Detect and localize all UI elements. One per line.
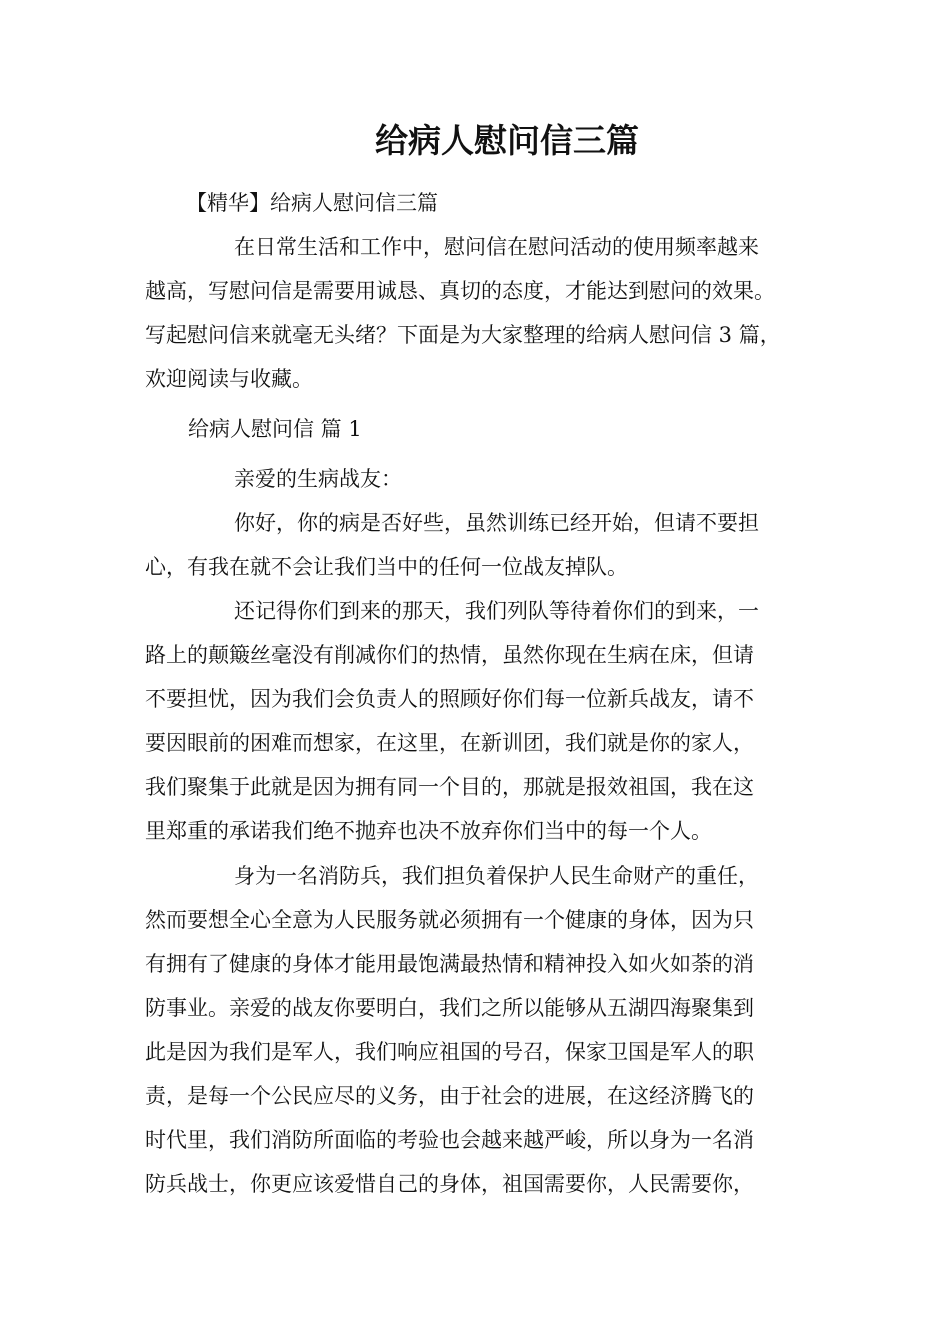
paragraph-line: 要因眼前的困难而想家，在这里，在新训团，我们就是你的家人， [145, 731, 754, 755]
section-heading: 给病人慰问信 篇 1 [188, 417, 362, 441]
paragraph-line: 路上的颠簸丝毫没有削减你们的热情，虽然你现在生病在床，但请 [145, 643, 754, 667]
paragraph-line: 防兵战士，你更应该爱惜自己的身体，祖国需要你，人民需要你， [145, 1172, 754, 1196]
paragraph-line: 时代里，我们消防所面临的考验也会越来越严峻，所以身为一名消 [145, 1128, 754, 1152]
paragraph-line: 越高，写慰问信是需要用诚恳、真切的态度，才能达到慰问的效果。 [145, 279, 775, 303]
paragraph-line: 心，有我在就不会让我们当中的任何一位战友掉队。 [145, 555, 628, 579]
paragraph-line: 里郑重的承诺我们绝不抛弃也决不放弃你们当中的每一个人。 [145, 819, 712, 843]
paragraph-line: 还记得你们到来的那天，我们列队等待着你们的到来，一 [234, 599, 759, 623]
paragraph-line: 此是因为我们是军人，我们响应祖国的号召，保家卫国是军人的职 [145, 1040, 754, 1064]
salutation: 亲爱的生病战友： [234, 467, 402, 491]
document-title: 给病人慰问信三篇 [375, 121, 639, 160]
paragraph-line: 写起慰问信来就毫无头绪？下面是为大家整理的给病人慰问信 3 篇， [145, 323, 781, 347]
paragraph-line: 你好，你的病是否好些，虽然训练已经开始，但请不要担 [234, 511, 759, 535]
paragraph-line: 责，是每一个公民应尽的义务，由于社会的进展，在这经济腾飞的 [145, 1084, 754, 1108]
document-subtitle: 【精华】给病人慰问信三篇 [186, 191, 438, 215]
paragraph-line: 有拥有了健康的身体才能用最饱满最热情和精神投入如火如荼的消 [145, 952, 754, 976]
paragraph-line: 欢迎阅读与收藏。 [145, 367, 313, 391]
paragraph-line: 我们聚集于此就是因为拥有同一个目的，那就是报效祖国，我在这 [145, 775, 754, 799]
paragraph-line: 然而要想全心全意为人民服务就必须拥有一个健康的身体，因为只 [145, 908, 754, 932]
paragraph-line: 在日常生活和工作中，慰问信在慰问活动的使用频率越来 [234, 235, 759, 259]
paragraph-line: 身为一名消防兵，我们担负着保护人民生命财产的重任， [234, 864, 759, 888]
paragraph-line: 防事业。亲爱的战友你要明白，我们之所以能够从五湖四海聚集到 [145, 996, 754, 1020]
paragraph-line: 不要担忧，因为我们会负责人的照顾好你们每一位新兵战友，请不 [145, 687, 754, 711]
